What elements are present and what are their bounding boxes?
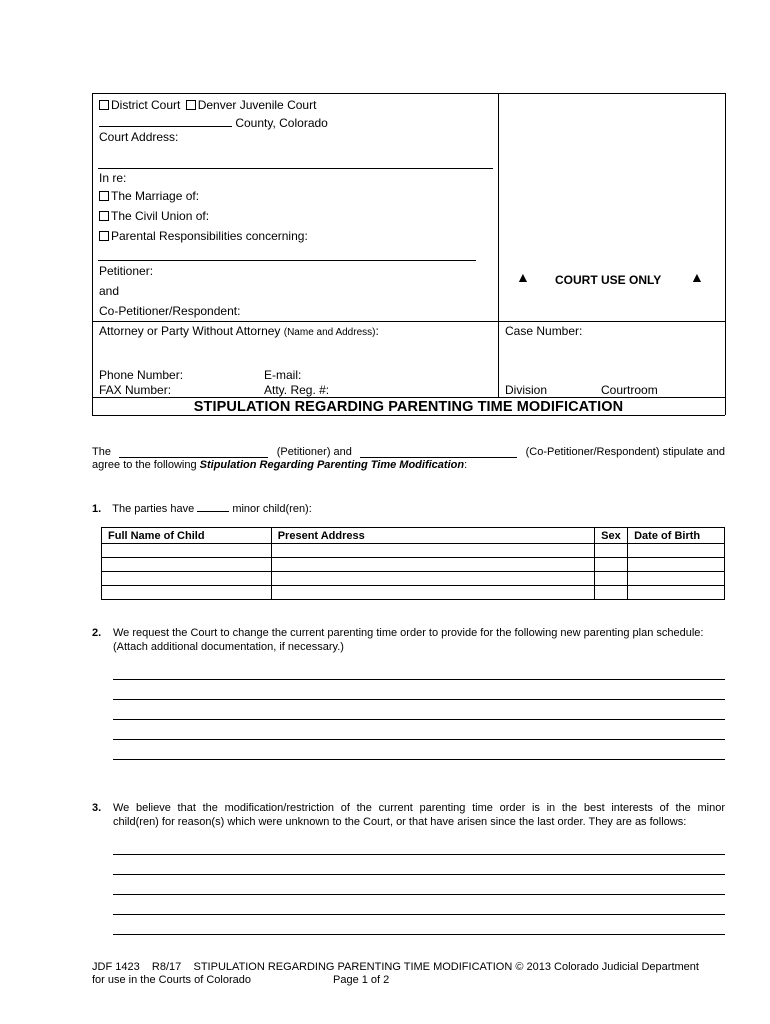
intro-line-1 [92, 446, 725, 458]
child-name-cell[interactable] [102, 586, 272, 600]
child-sex-cell[interactable] [595, 558, 628, 572]
child-dob-cell[interactable] [628, 544, 725, 558]
phone-label: Phone Number: [99, 368, 184, 382]
caption-top-border [92, 93, 725, 94]
answer-line[interactable] [113, 894, 725, 895]
caption-right-border [725, 93, 726, 415]
in-re-label: In re: [99, 171, 127, 185]
table-row [102, 558, 725, 572]
county-blank[interactable] [99, 115, 232, 127]
answer-line[interactable] [113, 914, 725, 915]
marriage-checkbox[interactable] [99, 191, 109, 201]
item-1 [92, 501, 312, 515]
answer-line[interactable] [113, 874, 725, 875]
attorney-small-text: (Name and Address) [283, 327, 376, 338]
item-3-line-1: We believe that the modification/restriction of the current parenting time order is in the best interests of the minor [113, 802, 725, 814]
in-re-line [98, 260, 476, 261]
caption-attorney-border [92, 321, 725, 322]
child-address-cell[interactable] [271, 586, 594, 600]
caption-title-top-border [92, 397, 725, 398]
footer-line-1: JDF 1423 R8/17 STIPULATION REGARDING PARENTING TIME MODIFICATION © 2013 Colorado Judicial Department [92, 961, 699, 973]
division-label: Division [505, 383, 548, 397]
district-court-checkbox[interactable] [99, 100, 109, 110]
court-use-only-label: COURT USE ONLY [555, 273, 662, 287]
county-label: County, Colorado [235, 116, 328, 130]
case-number-label: Case Number: [505, 324, 583, 338]
child-sex-cell[interactable] [595, 572, 628, 586]
and-label: and [99, 284, 120, 298]
attorney-label [99, 324, 379, 338]
petitioner-label: Petitioner: [99, 264, 154, 278]
fax-label: FAX Number: [99, 383, 172, 397]
arrow-up-icon: ▲ [690, 269, 704, 285]
civil-union-option [99, 209, 209, 223]
page-number: Page 1 of 2 [333, 974, 390, 986]
denver-juvenile-court-checkbox[interactable] [186, 100, 196, 110]
attorney-main-text: Attorney or Party Without Attorney [99, 324, 284, 338]
intro-line-2-text: agree to the following [92, 459, 200, 471]
arrow-up-icon: ▲ [516, 269, 530, 285]
answer-line[interactable] [113, 854, 725, 855]
item-1-text-a: The parties have [112, 503, 195, 515]
attorney-colon: : [375, 324, 379, 338]
child-name-cell[interactable] [102, 544, 272, 558]
intro-the: The [92, 446, 111, 458]
marriage-option [99, 189, 199, 203]
child-name-cell[interactable] [102, 572, 272, 586]
court-address-line [98, 168, 493, 169]
table-row [102, 586, 725, 600]
civil-union-label: The Civil Union of: [111, 209, 210, 223]
item-3-number: 3. [92, 802, 102, 814]
table-row [102, 544, 725, 558]
caption-left-border [92, 93, 93, 415]
child-dob-cell[interactable] [628, 558, 725, 572]
civil-union-checkbox[interactable] [99, 211, 109, 221]
parental-resp-label: Parental Responsibilities concerning: [111, 229, 308, 243]
child-dob-cell[interactable] [628, 586, 725, 600]
answer-line[interactable] [113, 719, 725, 720]
court-address-label: Court Address: [99, 130, 179, 144]
intro-line-2 [92, 459, 725, 471]
header-full-name: Full Name of Child [102, 528, 272, 544]
answer-line[interactable] [113, 759, 725, 760]
courtroom-label: Courtroom [601, 383, 658, 397]
co-petitioner-name-blank[interactable] [360, 446, 517, 458]
atty-reg-label: Atty. Reg. #: [264, 383, 330, 397]
answer-line[interactable] [113, 934, 725, 935]
co-petitioner-label: Co-Petitioner/Respondent: [99, 304, 241, 318]
marriage-label: The Marriage of: [111, 189, 200, 203]
intro-paragraph [92, 446, 725, 471]
child-address-cell[interactable] [271, 558, 594, 572]
county-line [99, 115, 328, 130]
child-address-cell[interactable] [271, 544, 594, 558]
caption-divider [498, 93, 499, 397]
denver-juvenile-court-label: Denver Juvenile Court [197, 98, 317, 112]
number-of-children-blank[interactable] [197, 501, 229, 512]
children-table [101, 527, 725, 600]
item-2-number: 2. [92, 627, 102, 639]
item-3-line-2: child(ren) for reason(s) which were unknown to the Court, or that have arisen since the last order. They are as follows: [113, 816, 687, 828]
intro-line-2-colon: : [464, 459, 468, 471]
intro-petitioner: (Petitioner) and [276, 446, 352, 458]
child-name-cell[interactable] [102, 558, 272, 572]
child-sex-cell[interactable] [595, 544, 628, 558]
children-table-header [102, 528, 725, 544]
intro-co-petitioner: (Co-Petitioner/Respondent) stipulate and [525, 446, 725, 458]
petitioner-name-blank[interactable] [119, 446, 268, 458]
header-present-address: Present Address [271, 528, 594, 544]
header-sex: Sex [595, 528, 628, 544]
district-court-label: District Court [111, 98, 181, 112]
answer-line[interactable] [113, 739, 725, 740]
email-label: E-mail: [264, 368, 302, 382]
item-2-line-2: (Attach additional documentation, if necessary.) [113, 641, 344, 653]
parental-resp-checkbox[interactable] [99, 231, 109, 241]
item-1-number: 1. [92, 503, 102, 515]
form-title: STIPULATION REGARDING PARENTING TIME MODIFICATION [193, 399, 624, 415]
child-address-cell[interactable] [271, 572, 594, 586]
intro-line-2-form-name: Stipulation Regarding Parenting Time Modification [199, 459, 465, 471]
parental-resp-option [99, 229, 308, 243]
caption-title-bottom-border [92, 415, 725, 416]
child-dob-cell[interactable] [628, 572, 725, 586]
table-row [102, 572, 725, 586]
answer-line[interactable] [113, 699, 725, 700]
header-date-of-birth: Date of Birth [628, 528, 725, 544]
court-selection [99, 98, 316, 112]
answer-line[interactable] [113, 679, 725, 680]
footer-line-2a: for use in the Courts of Colorado [92, 974, 251, 986]
child-sex-cell[interactable] [595, 586, 628, 600]
item-1-text-b: minor child(ren): [232, 503, 312, 515]
item-2-line-1: We request the Court to change the current parenting time order to provide for the following new parenting plan schedule: [113, 627, 704, 639]
